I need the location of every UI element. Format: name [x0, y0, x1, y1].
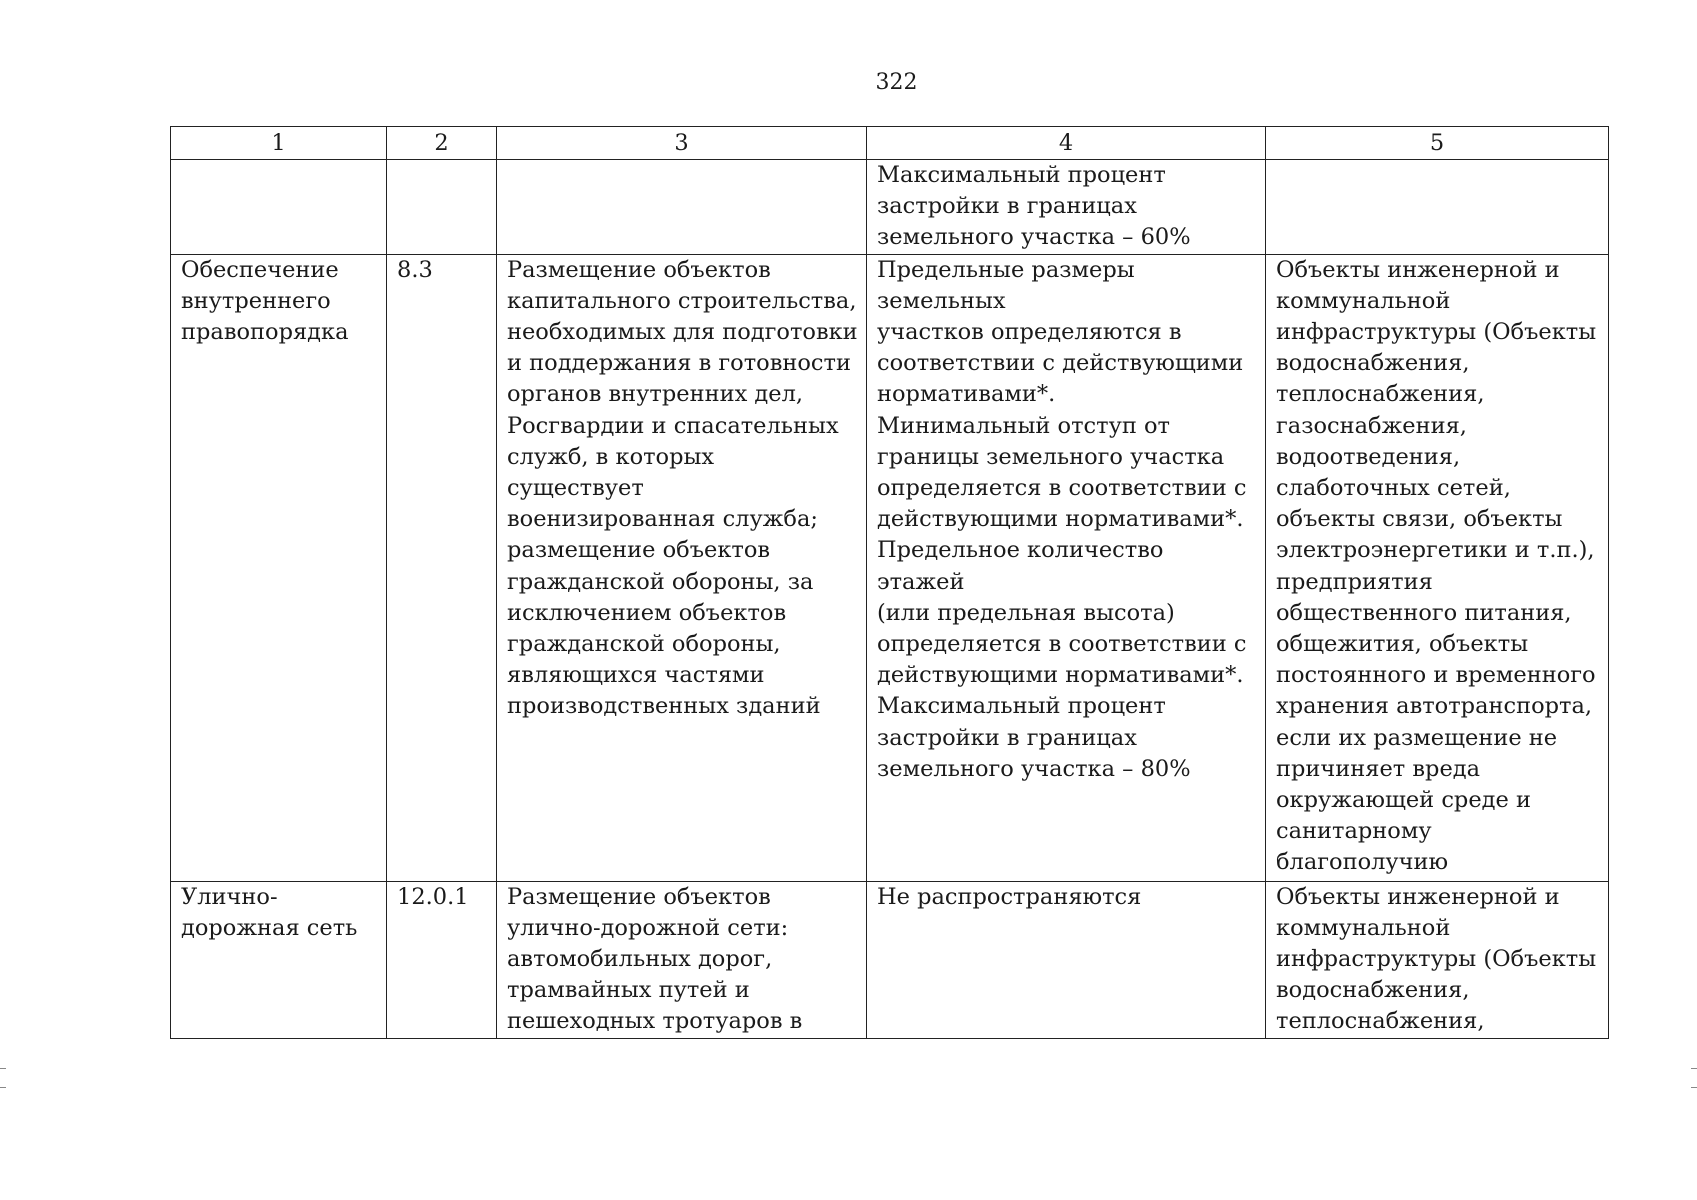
cell-auxiliary-uses	[1266, 160, 1609, 255]
left-scan-mark	[0, 1068, 6, 1088]
cell-parameters	[867, 254, 1266, 881]
cell-auxiliary-uses	[1266, 254, 1609, 881]
column-header-3: 3	[497, 127, 867, 160]
cell-description	[497, 881, 867, 1038]
cell-parameters	[867, 881, 1266, 1038]
cell-code	[387, 160, 497, 255]
cell-parameters	[867, 160, 1266, 255]
cell-text: Улично- дорожная сеть	[181, 883, 358, 941]
cell-use-name	[171, 881, 387, 1038]
cell-text: Объекты инженерной и коммунальной инфраструктуры (Объекты водоснабжения, теплоснабжения,	[1276, 883, 1597, 1035]
column-header-1: 1	[171, 127, 387, 160]
cell-text: 8.3	[397, 256, 433, 283]
cell-text: Обеспечение внутреннего правопорядка	[181, 256, 349, 346]
cell-use-name	[171, 254, 387, 881]
column-header-5: 5	[1266, 127, 1609, 160]
cell-description	[497, 254, 867, 881]
cell-text: Объекты инженерной и коммунальной инфраструктуры (Объекты водоснабжения, теплоснабжения, газоснабжения, водоотведения, слаботочных сетей, объекты связи, объекты электроэнергетики и т.п.), предприятия общественного питания, общежития, объекты постоянного и временного хранения автотранспорта, если их размещение не причиняет вреда окружающей среде и санитарному благополучию	[1276, 256, 1597, 876]
cell-text: Размещение объектов капитального строительства, необходимых для подготовки и поддержания в готовности органов внутренних дел, Росгвардии и спасательных служб, в которых существует военизированная служба; размещение объектов гражданской обороны, за исключением объектов гражданской обороны, являющихся частями производственных зданий	[507, 256, 858, 720]
right-scan-mark	[1691, 1068, 1697, 1088]
column-header-2: 2	[387, 127, 497, 160]
cell-auxiliary-uses	[1266, 881, 1609, 1038]
cell-description	[497, 160, 867, 255]
table-row	[171, 160, 1609, 255]
table-row	[171, 881, 1609, 1038]
cell-code	[387, 881, 497, 1038]
cell-text: 12.0.1	[397, 883, 469, 910]
cell-text: Максимальный процент застройки в границах земельного участка – 60%	[877, 162, 1191, 251]
column-header-4: 4	[867, 127, 1266, 160]
page-number: 322	[875, 70, 918, 95]
cell-text: Предельные размеры земельных участков определяются в соответствии с действующими нормативами*. Минимальный отступ от границы земельного участка определяется в соответствии с действующими нормативами*. Предельное количество этажей (или предельная высота) определяется в соответствии с действующими нормативами*. Максимальный процент застройки в границах земельного участка – 80%	[877, 256, 1247, 782]
cell-code	[387, 254, 497, 881]
cell-text: Размещение объектов улично-дорожной сети: автомобильных дорог, трамвайных путей и пешеходных тротуаров в	[507, 883, 803, 1035]
cell-use-name	[171, 160, 387, 255]
cell-text: Не распространяются	[877, 883, 1142, 910]
table-header-row	[171, 127, 1609, 160]
zoning-table	[170, 126, 1609, 1039]
table-row	[171, 254, 1609, 881]
